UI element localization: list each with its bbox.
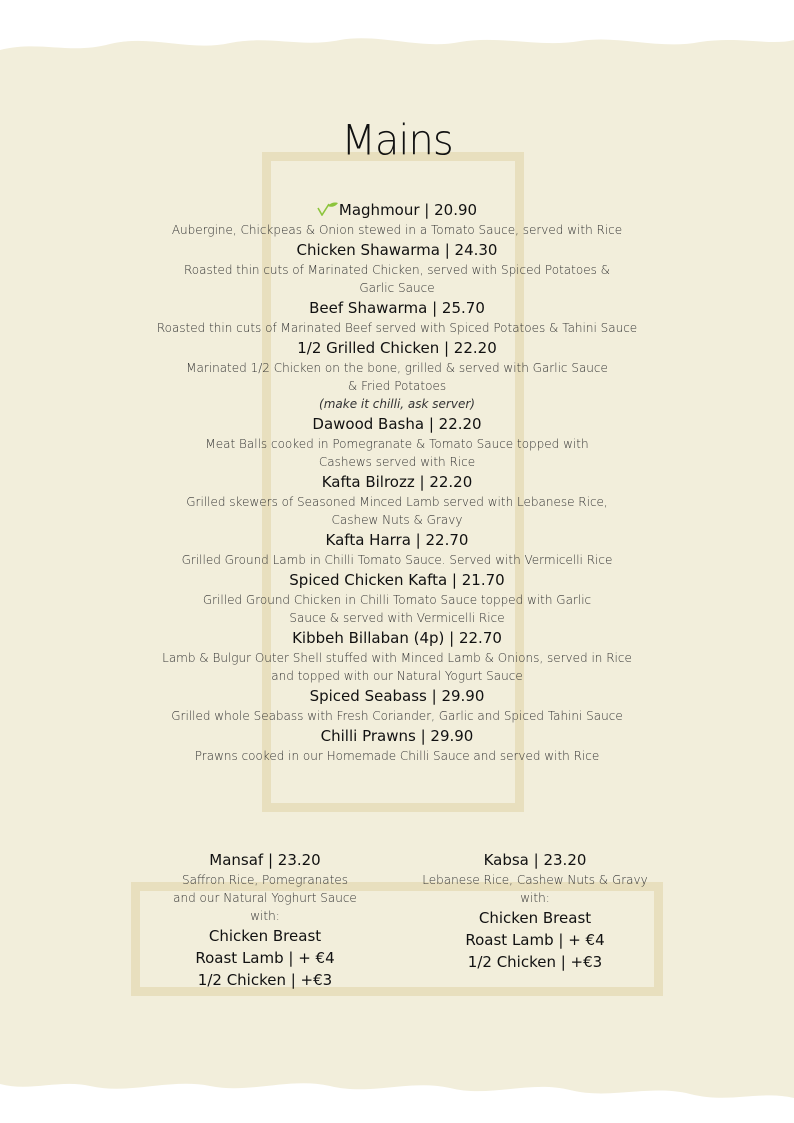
page-title: Mains — [341, 116, 453, 166]
special-option: 1/2 Chicken | +€3 — [467, 953, 603, 971]
menu-item-description: Roasted thin cuts of Marinated Beef served with Spiced Potatoes & Tahini Sauce — [156, 321, 638, 335]
menu-item — [140, 529, 654, 569]
menu-item-name: Kafta Harra | 22.70 — [325, 531, 469, 549]
special-option: 1/2 Chicken | +€3 — [197, 971, 333, 989]
menu-item-name: Spiced Chicken Kafta | 21.70 — [289, 571, 505, 589]
special-name: Kabsa | 23.20 — [483, 851, 587, 869]
menu-item-description: Grilled Ground Chicken in Chilli Tomato Sauce topped with Garlic Sauce & served with Vermicelli Rice — [202, 593, 592, 625]
special-description: Lebanese Rice, Cashew Nuts & Gravy with: — [422, 873, 648, 905]
menu-item-name: Beef Shawarma | 25.70 — [309, 299, 485, 317]
menu-item — [140, 725, 654, 765]
menu-item — [140, 413, 654, 471]
menu-item-description: Grilled whole Seabass with Fresh Coriander, Garlic and Spiced Tahini Sauce — [171, 709, 623, 723]
special-item-kabsa — [400, 849, 670, 973]
menu-item — [140, 685, 654, 725]
menu-item — [140, 471, 654, 529]
menu-item-name: Maghmour | 20.90 — [338, 201, 478, 219]
menu-item-description: Lamb & Bulgur Outer Shell stuffed with Minced Lamb & Onions, served in Rice and topped with our Natural Yogurt Sauce — [162, 651, 632, 683]
menu-item — [140, 569, 654, 627]
special-item-mansaf — [130, 849, 400, 991]
menu-item — [140, 627, 654, 685]
menu-item-description: Meat Balls cooked in Pomegranate & Tomato Sauce topped with Cashews served with Rice — [205, 437, 589, 469]
menu-item-name: Dawood Basha | 22.20 — [312, 415, 482, 433]
mains-list — [140, 199, 654, 765]
menu-item-name: Spiced Seabass | 29.90 — [309, 687, 485, 705]
menu-item-description: Roasted thin cuts of Marinated Chicken, served with Spiced Potatoes & Garlic Sauce — [184, 263, 610, 295]
special-option: Roast Lamb | + €4 — [465, 931, 605, 949]
special-option: Chicken Breast — [208, 927, 322, 945]
menu-item-name-row — [140, 199, 654, 221]
special-option: Roast Lamb | + €4 — [195, 949, 335, 967]
menu-item-description: Grilled Ground Lamb in Chilli Tomato Sauce. Served with Vermicelli Rice — [181, 553, 613, 567]
menu-item — [140, 297, 654, 337]
menu-item — [140, 199, 654, 239]
menu-item-note: (make it chilli, ask server) — [319, 397, 475, 411]
special-name: Mansaf | 23.20 — [209, 851, 321, 869]
menu-item — [140, 239, 654, 297]
menu-item-name: Chilli Prawns | 29.90 — [320, 727, 474, 745]
menu-item-name: 1/2 Grilled Chicken | 22.20 — [297, 339, 497, 357]
special-option: Chicken Breast — [478, 909, 592, 927]
menu-item-name: Kibbeh Billaban (4p) | 22.70 — [292, 629, 502, 647]
menu-item-description: Grilled skewers of Seasoned Minced Lamb served with Lebanese Rice, Cashew Nuts & Gravy — [186, 495, 608, 527]
menu-item-name: Chicken Shawarma | 24.30 — [296, 241, 498, 259]
menu-item — [140, 337, 654, 413]
menu-item-description: Marinated 1/2 Chicken on the bone, grilled & served with Garlic Sauce & Fried Potatoes — [186, 361, 608, 393]
menu-item-description: Aubergine, Chickpeas & Onion stewed in a Tomato Sauce, served with Rice — [171, 223, 623, 237]
vegan-leaf-icon — [317, 202, 339, 216]
menu-item-description: Prawns cooked in our Homemade Chilli Sauce and served with Rice — [194, 749, 600, 763]
special-description: Saffron Rice, Pomegranates and our Natural Yoghurt Sauce with: — [173, 873, 357, 923]
menu-item-name: Kafta Bilrozz | 22.20 — [321, 473, 473, 491]
